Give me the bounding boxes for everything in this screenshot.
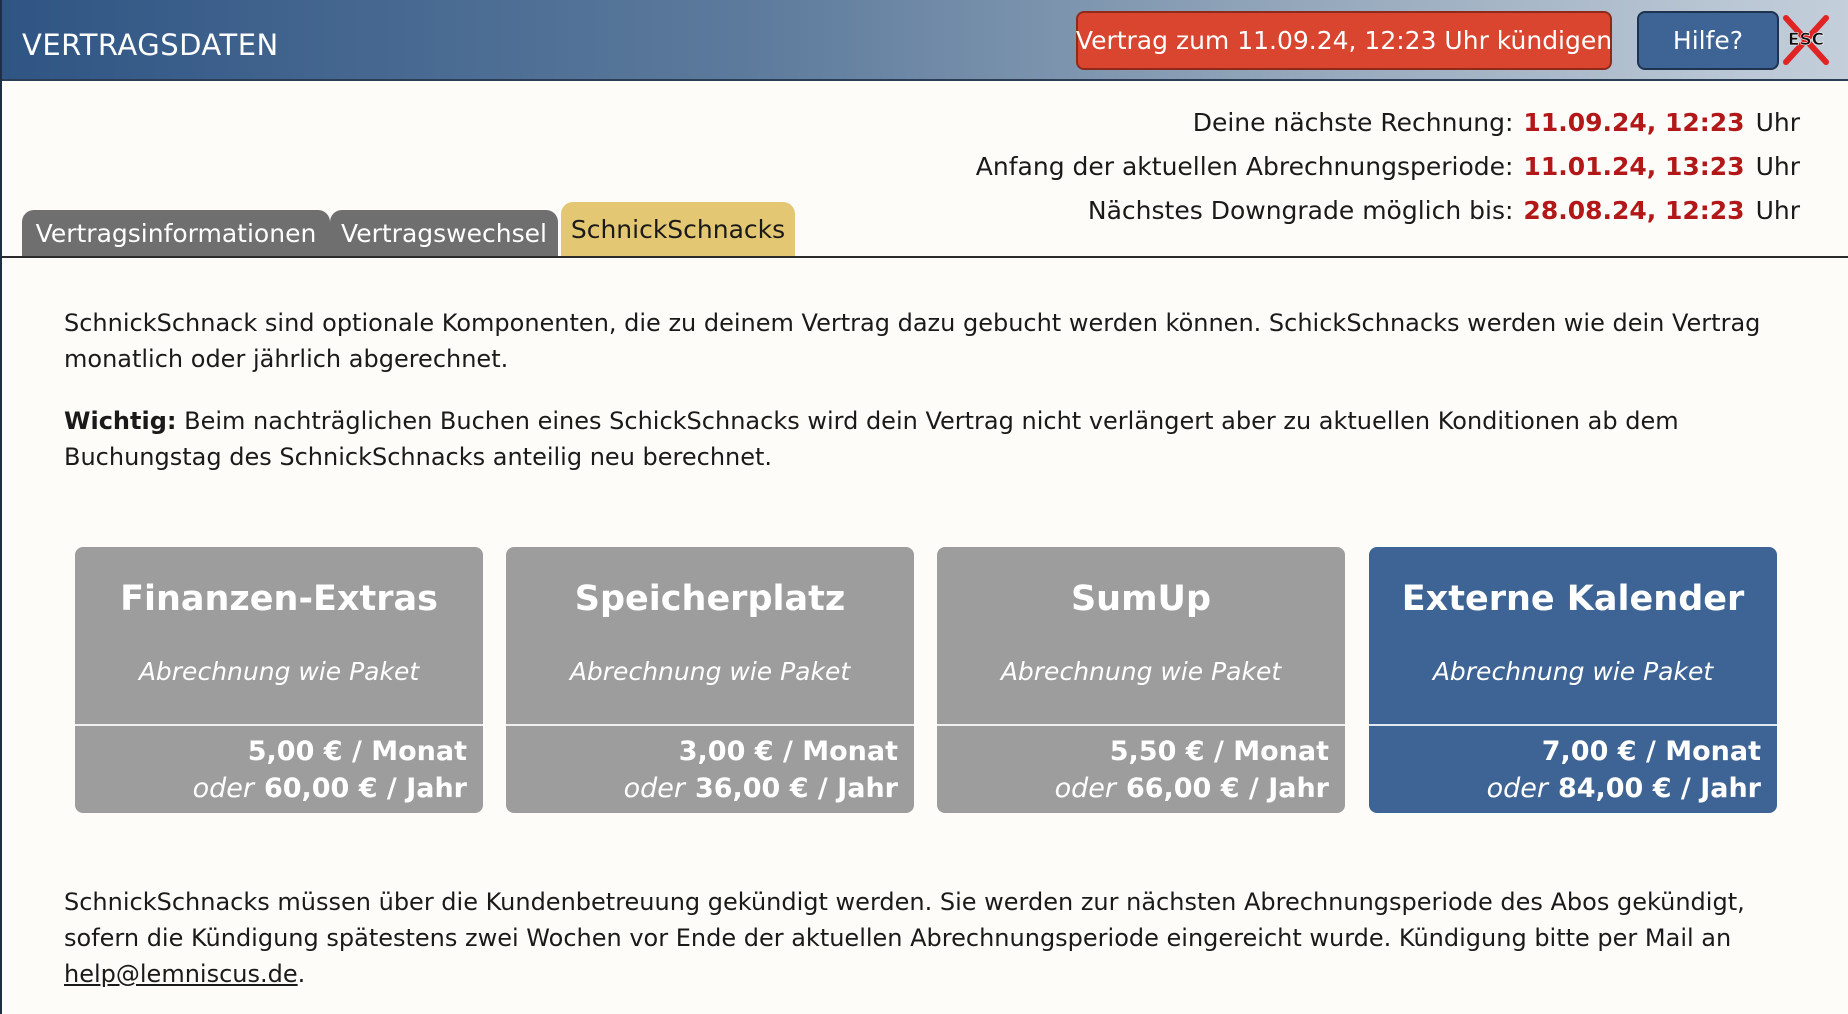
oder-label: oder [623, 773, 685, 804]
period-start-row [976, 152, 1800, 181]
cancellation-note [64, 884, 1804, 992]
next-invoice-label: Deine nächste Rechnung: [1192, 108, 1514, 137]
tab-vertragswechsel[interactable]: Vertragswechsel [330, 210, 558, 256]
addon-name: Finanzen-Extras [120, 579, 438, 619]
intro-text: SchnickSchnack sind optionale Komponenten, die zu deinem Vertrag dazu gebucht werden können. SchickSchnacks werden wie dein Vertrag monatlich oder jährlich abgerechnet. [64, 309, 1761, 373]
yearly-price: 60,00 € / Jahr [263, 773, 467, 804]
addon-price [193, 733, 467, 807]
support-email-link[interactable]: help@lemniscus.de [64, 960, 298, 988]
next-invoice-unit: Uhr [1755, 108, 1800, 137]
oder-label: oder [1054, 773, 1116, 804]
header-bar [2, 0, 1848, 81]
cancellation-end: . [297, 960, 306, 988]
card-divider [1369, 724, 1777, 726]
monthly-price: 5,50 € / Monat [1109, 736, 1329, 767]
addon-name: SumUp [1070, 579, 1212, 619]
addon-billing-note: Abrechnung wie Paket [569, 657, 851, 686]
cancellation-text: SchnickSchnacks müssen über die Kundenbetreuung gekündigt werden. Sie werden zur nächsten Abrechnungsperiode des Abos gekündigt, sofern die Kündigung spätestens zwei Wochen vor Ende der aktuellen Abrechnungsperiode eingereicht wurde. Kündigung bitte per Mail an [64, 888, 1745, 952]
addon-billing-note: Abrechnung wie Paket [1000, 657, 1282, 686]
next-invoice-row [1193, 108, 1800, 137]
period-start-unit: Uhr [1755, 152, 1800, 181]
esc-close-icon[interactable] [1780, 14, 1832, 66]
important-text: Beim nachträglichen Buchen eines SchickSchnacks wird dein Vertrag nicht verlängert aber zu aktuellen Konditionen ab dem Buchungstag des SchnickSchnacks anteilig neu berechnet. [64, 407, 1679, 471]
oder-label: oder [1486, 773, 1548, 804]
addon-price [624, 733, 898, 807]
addon-billing-note: Abrechnung wie Paket [138, 657, 420, 686]
card-divider [506, 724, 914, 726]
yearly-price: 36,00 € / Jahr [694, 773, 898, 804]
addon-card-finanzen-extras[interactable] [75, 547, 483, 813]
card-divider [75, 724, 483, 726]
downgrade-row [1088, 196, 1800, 225]
monthly-price: 5,00 € / Monat [247, 736, 467, 767]
page-title: VERTRAGSDATEN [22, 28, 279, 62]
yearly-price: 66,00 € / Jahr [1125, 773, 1329, 804]
monthly-price: 7,00 € / Monat [1541, 736, 1761, 767]
tab-vertragsinformationen[interactable]: Vertragsinformationen [22, 210, 330, 256]
addon-name: Externe Kalender [1401, 579, 1745, 619]
downgrade-unit: Uhr [1755, 196, 1800, 225]
addon-card-externe-kalender[interactable] [1369, 547, 1777, 813]
important-label: Wichtig: [64, 407, 177, 435]
esc-label: ESC [1787, 30, 1825, 50]
period-start-label: Anfang der aktuellen Abrechnungsperiode: [975, 152, 1514, 181]
addon-card-sumup[interactable] [937, 547, 1345, 813]
tab-divider [2, 256, 1848, 258]
addon-name: Speicherplatz [574, 579, 846, 619]
addon-price [1055, 733, 1329, 807]
downgrade-date: 28.08.24, 12:23 [1523, 196, 1745, 225]
card-divider [937, 724, 1345, 726]
yearly-price: 84,00 € / Jahr [1557, 773, 1761, 804]
oder-label: oder [192, 773, 254, 804]
addon-billing-note: Abrechnung wie Paket [1432, 657, 1714, 686]
help-button[interactable]: Hilfe? [1637, 11, 1779, 70]
downgrade-label: Nächstes Downgrade möglich bis: [1087, 196, 1514, 225]
monthly-price: 3,00 € / Monat [678, 736, 898, 767]
next-invoice-date: 11.09.24, 12:23 [1523, 108, 1745, 137]
important-note [64, 403, 1804, 475]
addon-price [1487, 733, 1761, 807]
cancel-contract-button[interactable]: Vertrag zum 11.09.24, 12:23 Uhr kündigen [1076, 11, 1612, 70]
addon-card-speicherplatz[interactable] [506, 547, 914, 813]
tab-schnickschnacks[interactable]: SchnickSchnacks [561, 202, 795, 256]
period-start-date: 11.01.24, 13:23 [1523, 152, 1745, 181]
